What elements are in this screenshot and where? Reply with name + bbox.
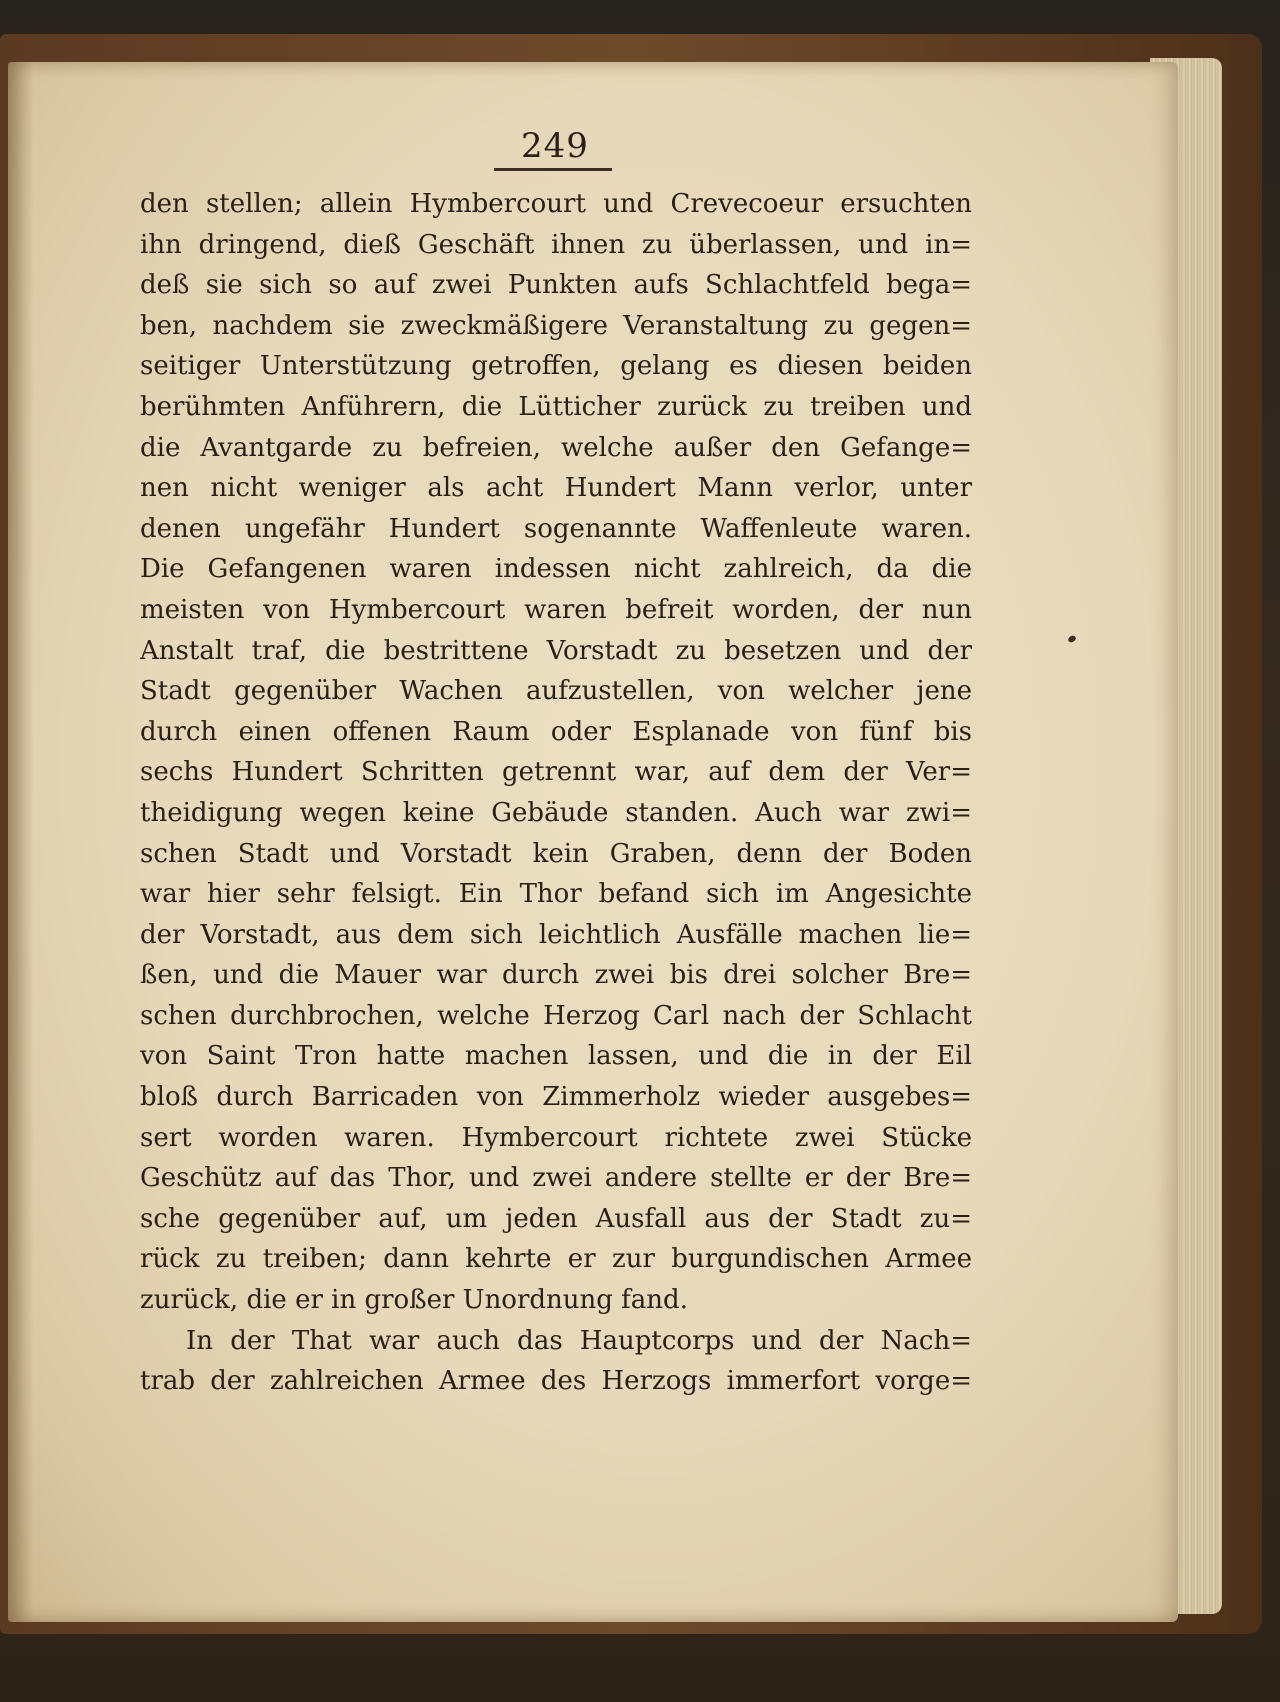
text-line: Geschütz auf das Thor, und zwei andere stellte er der Bre=: [140, 1163, 972, 1194]
text-line: Anstalt traf, die bestrittene Vorstadt zu besetzen und der: [140, 635, 972, 666]
text-line: durch einen offenen Raum oder Esplanade von fünf bis: [140, 716, 972, 747]
text-line: meisten von Hymbercourt waren befreit worden, der nun: [140, 594, 972, 625]
text-line: ßen, und die Mauer war durch zwei bis drei solcher Bre=: [140, 960, 972, 991]
text-line: In der That war auch das Hauptcorps und der Nach=: [186, 1325, 972, 1356]
text-line: von Saint Tron hatte machen lassen, und die in der Eil: [140, 1041, 972, 1072]
page-gutter: [8, 62, 34, 1622]
text-line: seitiger Unterstützung getroffen, gelang es diesen beiden: [140, 351, 972, 382]
text-line: deß sie sich so auf zwei Punkten aufs Schlachtfeld bega=: [140, 270, 972, 301]
text-line: sechs Hundert Schritten getrennt war, auf dem der Ver=: [140, 757, 972, 788]
text-line: berühmten Anführern, die Lütticher zurück zu treiben und: [140, 391, 972, 422]
text-line: zurück, die er in großer Unordnung fand.: [140, 1285, 688, 1316]
text-line: rück zu treiben; dann kehrte er zur burgundischen Armee: [140, 1244, 972, 1275]
text-line: sert worden waren. Hymbercourt richtete zwei Stücke: [140, 1122, 972, 1153]
text-line: trab der zahlreichen Armee des Herzogs immerfort vorge=: [140, 1366, 972, 1397]
text-line: war hier sehr felsigt. Ein Thor befand sich im Angesichte: [140, 879, 972, 910]
text-line: sche gegenüber auf, um jeden Ausfall aus der Stadt zu=: [140, 1203, 972, 1234]
text-line: die Avantgarde zu befreien, welche außer den Gefange=: [140, 432, 972, 463]
text-line: ihn dringend, dieß Geschäft ihnen zu überlassen, und in=: [140, 229, 972, 260]
text-line: den stellen; allein Hymbercourt und Crevecoeur ersuchten: [140, 189, 972, 219]
text-line: schen Stadt und Vorstadt kein Graben, denn der Boden: [140, 838, 972, 869]
page-number-rule: [494, 168, 612, 171]
text-line: ben, nachdem sie zweckmäßigere Veranstaltung zu gegen=: [140, 310, 972, 341]
text-line: theidigung wegen keine Gebäude standen. Auch war zwi=: [140, 797, 972, 828]
text-line: denen ungefähr Hundert sogenannte Waffenleute waren.: [140, 513, 972, 544]
page-number: 249: [521, 126, 589, 166]
text-line: der Vorstadt, aus dem sich leichtlich Ausfälle machen lie=: [140, 919, 972, 950]
text-line: bloß durch Barricaden von Zimmerholz wieder ausgebes=: [140, 1082, 972, 1113]
text-line: schen durchbrochen, welche Herzog Carl nach der Schlacht: [140, 1000, 972, 1031]
text-line: Stadt gegenüber Wachen aufzustellen, von welcher jene: [140, 676, 972, 707]
body-text: [140, 184, 972, 1402]
text-line: Die Gefangenen waren indessen nicht zahlreich, da die: [140, 554, 972, 585]
text-line: nen nicht weniger als acht Hundert Mann verlor, unter: [140, 473, 972, 504]
